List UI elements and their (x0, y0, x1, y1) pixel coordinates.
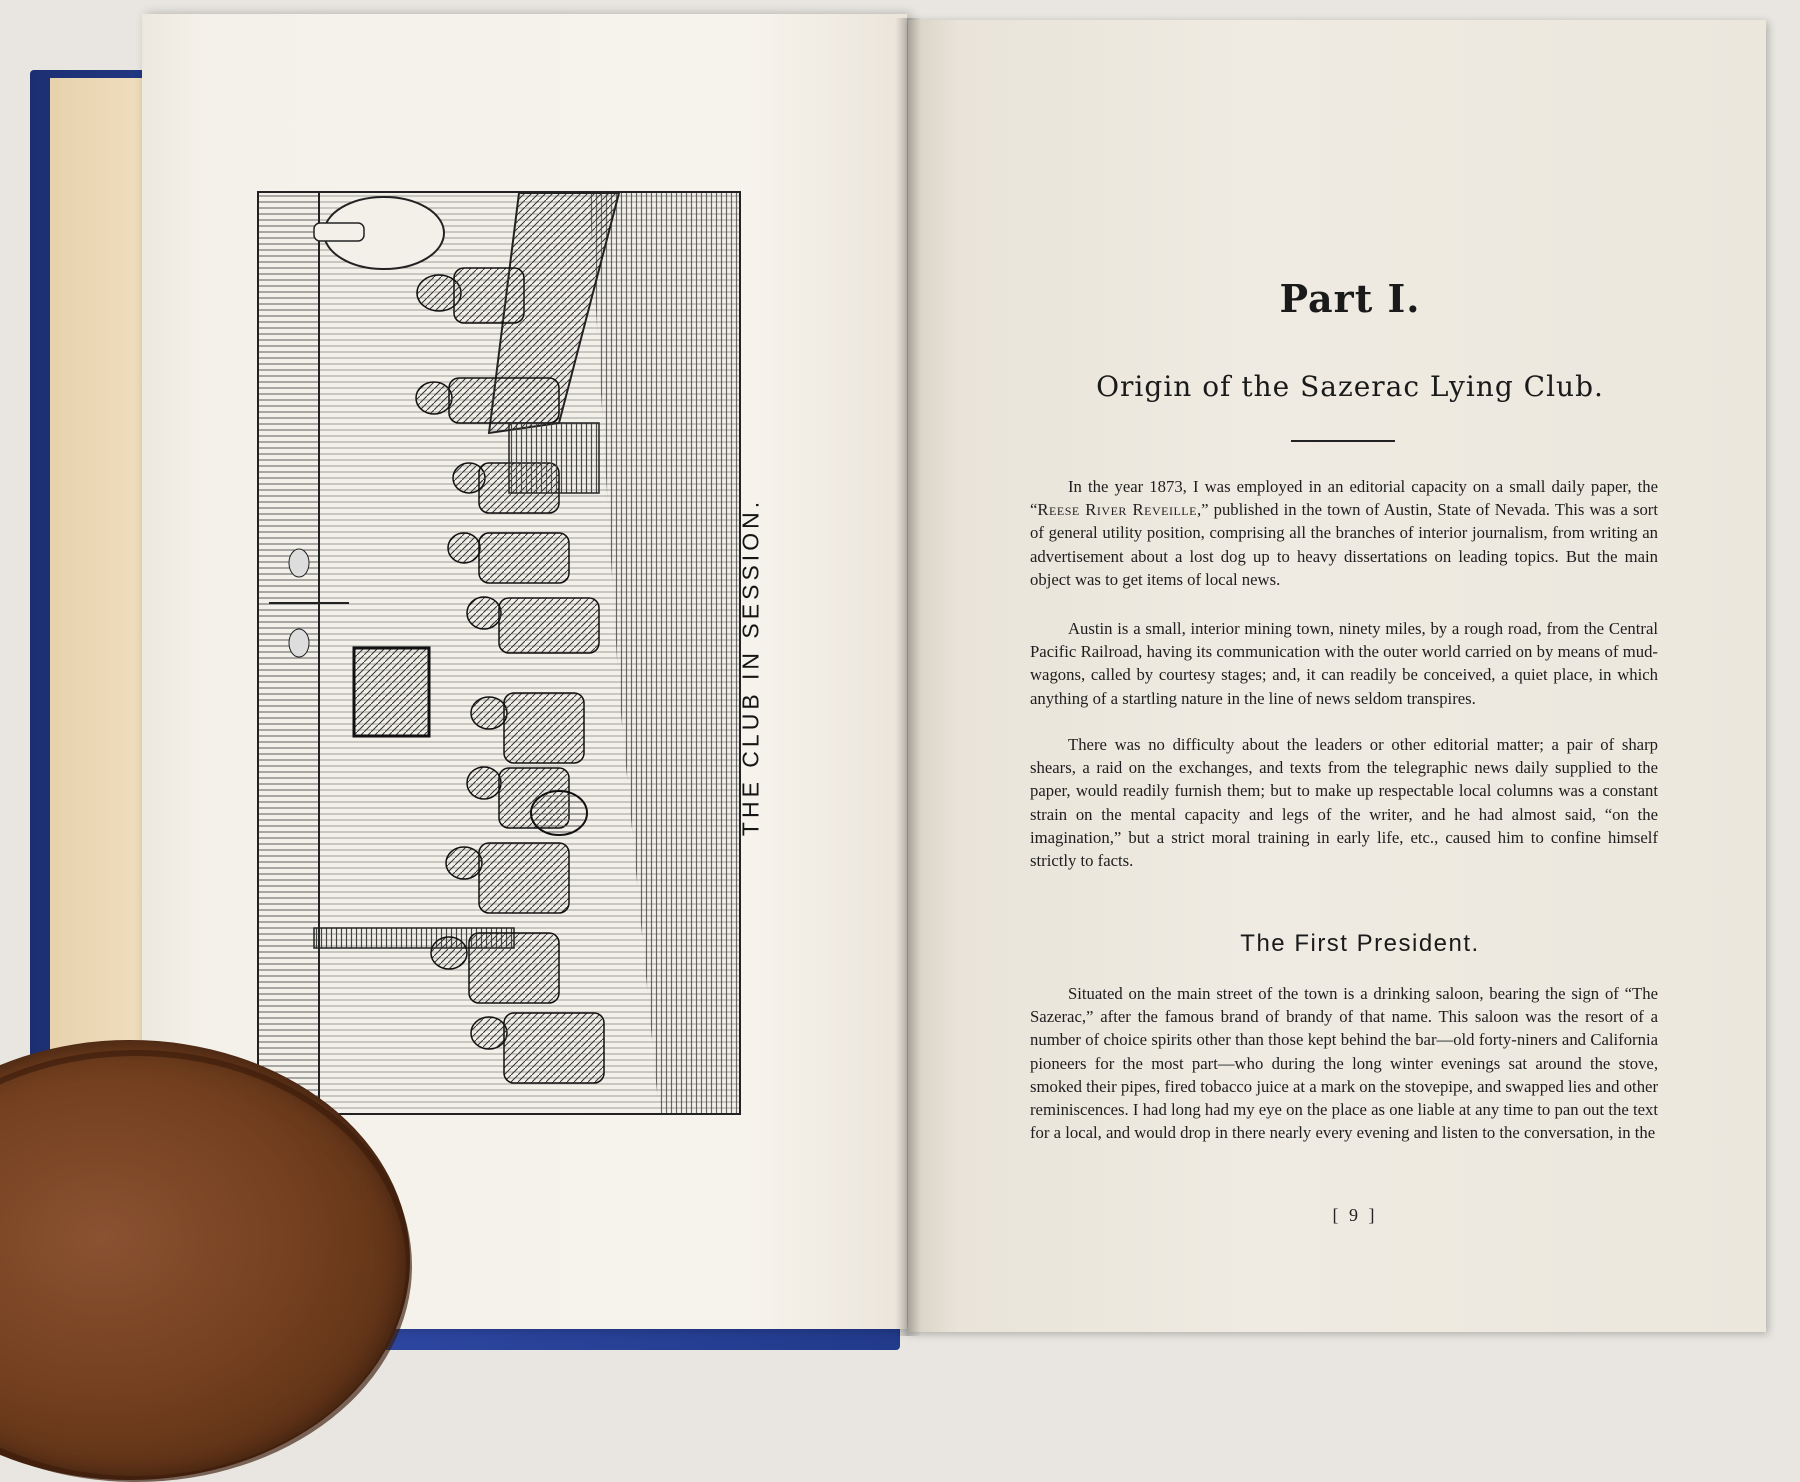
illustration-caption (731, 467, 771, 867)
engraving-illustration (257, 191, 741, 1115)
paragraph-1-before: In the year 1873, I was employed in an editorial capacity on a small daily paper, the “ (1030, 477, 1658, 520)
title-divider (1291, 440, 1395, 442)
paragraph-2: Austin is a small, interior mining town, ninety miles, by a rough road, from the Central Pacific Railroad, having its communication with the outer world carried on by means of mud-wagons, called by courtesy stages; and, it can readily be conceived, a quiet place, in which anything of a startling nature in the line of news seldom transpires. (1030, 619, 1658, 708)
chapter-title: Origin of the Sazerac Lying Club. (1096, 370, 1604, 403)
book-gutter (895, 18, 921, 1336)
section-title: The First President. (1240, 930, 1480, 957)
newspaper-name: Reese River Reveille (1037, 500, 1197, 520)
saloon-scene-drawing (259, 193, 739, 1113)
paragraph-3: There was no difficulty about the leaders or other editorial matter; a pair of sharp shears, a raid on the exchanges, and texts from the telegraphic news daily supplied to the paper, would readily furnish them; but to make up respectable local columns was a constant strain on the mental capacity and legs of the writer, and he had almost said, “on the imagination,” but a strict moral training in early life, etc., caused him to confine himself strictly to facts. (1030, 735, 1658, 871)
page-number: [ 9 ] (1332, 1205, 1378, 1225)
illustration-caption-text: THE CLUB IN SESSION. (737, 497, 764, 837)
part-heading: Part I. (1279, 276, 1421, 321)
paragraph-4: Situated on the main street of the town is a drinking saloon, bearing the sign of “The Sazerac,” after the famous brand of brandy of that name. This saloon was the resort of a number of choice spirits other than those kept behind the bar—old forty-niners and California pioneers for the most part—who during the long winter evenings sat around the stove, smoked their pipes, fired tobacco juice at a mark on the stovepipe, and swapped lies and other reminiscences. I had long had my eye on the place as one liable at any time to pan out the text for a local, and would drop in there nearly every evening and listen to the conversation, in the (1030, 984, 1658, 1143)
paragraph-1-after: ,” published in the town of Austin, State of Nevada. This was a sort of general utility position, comprising all the branches of interior journalism, from writing an advertisement about a lost dog up to heavy dissertations on leading topics. But the main object was to get items of local news. (1030, 500, 1658, 589)
paragraph-1 (1030, 475, 1658, 591)
